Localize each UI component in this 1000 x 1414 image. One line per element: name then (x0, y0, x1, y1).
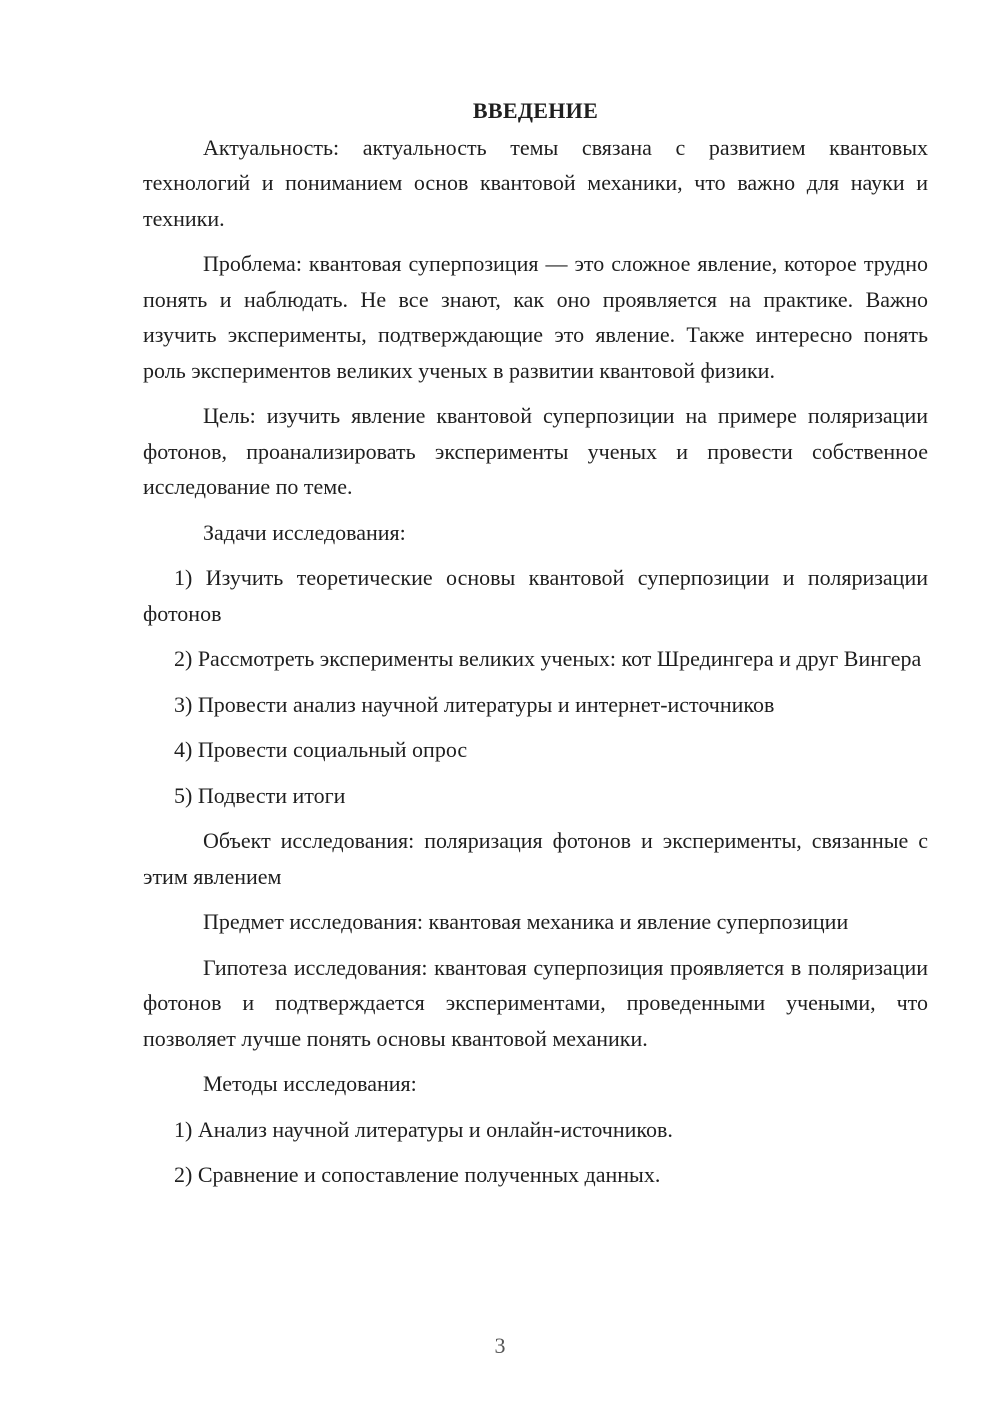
tasks-heading: Задачи исследования: (203, 519, 406, 545)
subject-paragraph: Предмет исследования: квантовая механика и явление суперпозиции (203, 909, 849, 934)
task-item: 2) Рассмотреть эксперименты великих ученых: кот Шредингера и друг Вингера (174, 646, 922, 671)
goal-paragraph: Цель: изучить явление квантовой суперпозиции на примере поляризации фотонов, проанализировать эксперименты ученых и провести собственное исследование по теме. (143, 403, 928, 499)
page-number: 3 (494, 1333, 506, 1358)
document-page (143, 93, 928, 1203)
methods-heading: Методы исследования: (203, 1071, 417, 1096)
task-item: 4) Провести социальный опрос (174, 737, 468, 762)
section-title: ВВЕДЕНИЕ (472, 98, 599, 123)
hypothesis-paragraph: Гипотеза исследования: квантовая суперпозиция проявляется в поляризации фотонов и подтверждается экспериментами, проведенными учеными, что позволяет лучше понять основы квантовой механики. (143, 954, 928, 1051)
method-item: 1) Анализ научной литературы и онлайн-источников. (174, 1116, 673, 1142)
relevance-paragraph: Актуальность: актуальность темы связана с развитием квантовых технологий и пониманием основ квантовой механики, что важно для науки и техники. (143, 134, 928, 231)
method-item: 2) Сравнение и сопоставление полученных данных. (174, 1162, 661, 1187)
task-item: 1) Изучить теоретические основы квантовой суперпозиции и поляризации фотонов (143, 565, 928, 626)
task-item: 5) Подвести итоги (174, 782, 346, 808)
object-paragraph: Объект исследования: поляризация фотонов и эксперименты, связанные с этим явлением (143, 828, 928, 889)
problem-paragraph: Проблема: квантовая суперпозиция — это сложное явление, которое трудно понять и наблюдать. Не все знают, как оно проявляется на практике. Важно изучить эксперименты, подтверждающие это явление. Также интересно понять роль экспериментов великих ученых в развитии квантовой физики. (143, 251, 928, 383)
task-item: 3) Провести анализ научной литературы и интернет-источников (174, 691, 775, 717)
